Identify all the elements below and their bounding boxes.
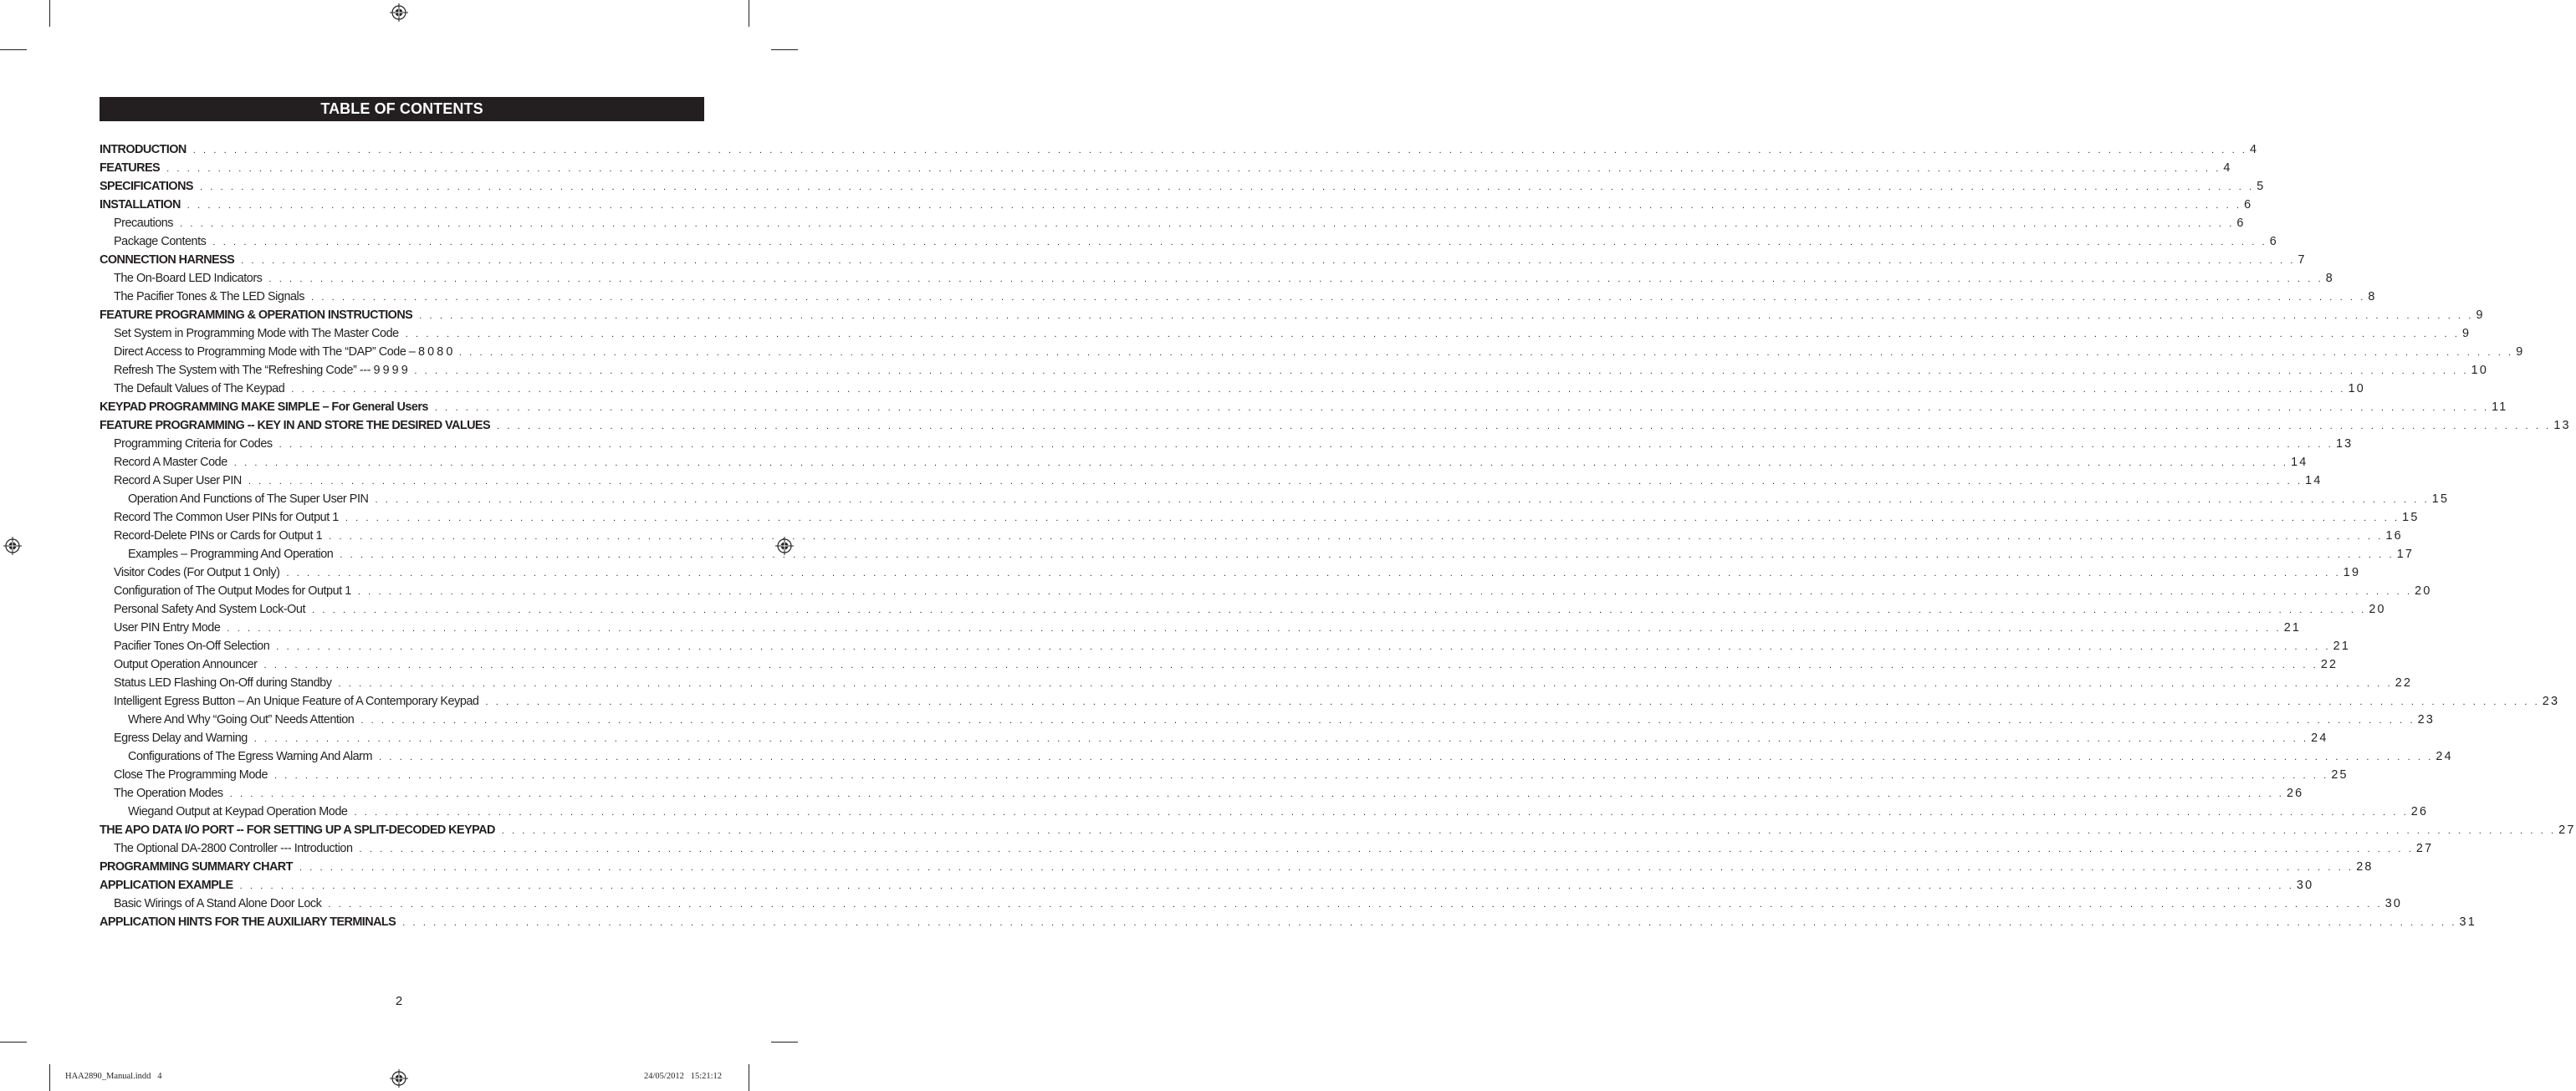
toc-entry — [100, 619, 2302, 637]
toc-entry — [100, 692, 2560, 711]
toc-dot-leader: . . . . . . . . . . . . . . . . . . . . . . . . . . . . . . . . . . . . . . . . . . . . . . . . . . . . . . . . . . . . . . . . . . . . . . . . . . . . . . . . . . . . . . . . . . . . . . . . . . . . . . . . . . . . . . . . . . . . . . . . . . . . . . . . . . . . . . . . . . . . . . . . . . . . . . . . . . . . . . . . . . . . . . . . . . . . . . . . . . . . . . . . . . . . . . . . . . . . . . . . — [227, 624, 2282, 634]
toc-dot-leader: . . . . . . . . . . . . . . . . . . . . . . . . . . . . . . . . . . . . . . . . . . . . . . . . . . . . . . . . . . . . . . . . . . . . . . . . . . . . . . . . . . . . . . . . . . . . . . . . . . . . . . . . . . . . . . . . . . . . . . . . . . . . . . . . . . . . . . . . . . . . . . . . . . . . . . . . . . . . . . . . . . . . . . . . . . . . . . . . . . . . . . . . . . . . . . . . . . . . . . . . — [199, 182, 2255, 192]
toc-entry-title: Output Operation Announcer — [114, 658, 258, 671]
toc-entry-page: 9 — [2516, 345, 2525, 359]
toc-dot-leader: . . . . . . . . . . . . . . . . . . . . . . . . . . . . . . . . . . . . . . . . . . . . . . . . . . . . . . . . . . . . . . . . . . . . . . . . . . . . . . . . . . . . . . . . . . . . . . . . . . . . . . . . . . . . . . . . . . . . . . . . . . . . . . . . . . . . . . . . . . . . . . . . . . . . . . . . . . . . . . . . . . . . . . . . . . . . . . . . . . . . . . . . . . . . . . . . . . . . . . . . — [458, 348, 2514, 358]
toc-entry — [100, 196, 2253, 214]
toc-entry-title: Personal Safety And System Lock-Out — [114, 603, 306, 616]
toc-entry-page: 31 — [2459, 915, 2476, 929]
toc-entry-title: APPLICATION EXAMPLE — [100, 879, 233, 892]
toc-entry-page: 6 — [2236, 217, 2246, 230]
toc-entry — [100, 416, 2571, 435]
toc-entry-page: 16 — [2385, 529, 2403, 543]
toc-entry-page: 22 — [2320, 658, 2338, 671]
toc-dot-leader: . . . . . . . . . . . . . . . . . . . . . . . . . . . . . . . . . . . . . . . . . . . . . . . . . . . . . . . . . . . . . . . . . . . . . . . . . . . . . . . . . . . . . . . . . . . . . . . . . . . . . . . . . . . . . . . . . . . . . . . . . . . . . . . . . . . . . . . . . . . . . . . . . . . . . . . . . . . . . . . . . . . . . . . . . . . . . . . . . . . . . . . . . . . . . . . . . . . . . . . . — [359, 844, 2414, 854]
toc-entry-title: FEATURE PROGRAMMING & OPERATION INSTRUCTIONS — [100, 308, 413, 322]
toc-entry-title: THE APO DATA I/O PORT -- FOR SETTING UP A SPLIT-DECODED KEYPAD — [100, 823, 495, 837]
toc-entry — [100, 306, 2485, 324]
crop-mark — [771, 1042, 798, 1043]
toc-entry — [100, 545, 2415, 563]
toc-dot-leader: . . . . . . . . . . . . . . . . . . . . . . . . . . . . . . . . . . . . . . . . . . . . . . . . . . . . . . . . . . . . . . . . . . . . . . . . . . . . . . . . . . . . . . . . . . . . . . . . . . . . . . . . . . . . . . . . . . . . . . . . . . . . . . . . . . . . . . . . . . . . . . . . . . . . . . . . . . . . . . . . . . . . . . . . . . . . . . . . . . . . . . . . . . . . . . . . . . . . . . . . — [312, 605, 2367, 615]
toc-entry — [100, 508, 2420, 527]
toc-entry-page: 24 — [2435, 750, 2453, 763]
toc-entry-page: 10 — [2471, 364, 2489, 377]
toc-entry-title: The Pacifier Tones & The LED Signals — [114, 290, 305, 303]
toc-dot-leader: . . . . . . . . . . . . . . . . . . . . . . . . . . . . . . . . . . . . . . . . . . . . . . . . . . . . . . . . . . . . . . . . . . . . . . . . . . . . . . . . . . . . . . . . . . . . . . . . . . . . . . . . . . . . . . . . . . . . . . . . . . . . . . . . . . . . . . . . . . . . . . . . . . . . . . . . . . . . . . . . . . . . . . . . . . . . . . . . . . . . . . . . . . . . . . . . . . . . . . . . — [180, 219, 2235, 229]
toc-entry — [100, 214, 2246, 232]
toc-dot-leader: . . . . . . . . . . . . . . . . . . . . . . . . . . . . . . . . . . . . . . . . . . . . . . . . . . . . . . . . . . . . . . . . . . . . . . . . . . . . . . . . . . . . . . . . . . . . . . . . . . . . . . . . . . . . . . . . . . . . . . . . . . . . . . . . . . . . . . . . . . . . . . . . . . . . . . . . . . . . . . . . . . . . . . . . . . . . . . . . . . . . . . . . . . . . . . . . . . . . . . . . — [233, 458, 2289, 468]
toc-entry-title: Basic Wirings of A Stand Alone Door Lock — [114, 897, 322, 910]
toc-entry-title: Programming Criteria for Codes — [114, 437, 273, 451]
toc-entry — [100, 655, 2338, 674]
toc-dot-leader: . . . . . . . . . . . . . . . . . . . . . . . . . . . . . . . . . . . . . . . . . . . . . . . . . . . . . . . . . . . . . . . . . . . . . . . . . . . . . . . . . . . . . . . . . . . . . . . . . . . . . . . . . . . . . . . . . . . . . . . . . . . . . . . . . . . . . . . . . . . . . . . . . . . . . . . . . . . . . . . . . . . . . . . . . . . . . . . . . . . . . . . . . . . . . . . . . . . . . . . . — [345, 513, 2400, 523]
toc-entry-page: 30 — [2296, 879, 2314, 892]
toc-entry — [100, 711, 2435, 729]
toc-entry-title: Record A Master Code — [114, 456, 227, 469]
toc-dot-leader: . . . . . . . . . . . . . . . . . . . . . . . . . . . . . . . . . . . . . . . . . . . . . . . . . . . . . . . . . . . . . . . . . . . . . . . . . . . . . . . . . . . . . . . . . . . . . . . . . . . . . . . . . . . . . . . . . . . . . . . . . . . . . . . . . . . . . . . . . . . . . . . . . . . . . . . . . . . . . . . . . . . . . . . . . . . . . . . . . . . . . . . . . . . . . . . . . . . . . . . . — [375, 495, 2430, 505]
toc-entry — [100, 490, 2450, 508]
toc-entry — [100, 637, 2351, 655]
toc-entry — [100, 600, 2386, 619]
toc-entry-page: 13 — [2335, 437, 2354, 451]
toc-dot-leader: . . . . . . . . . . . . . . . . . . . . . . . . . . . . . . . . . . . . . . . . . . . . . . . . . . . . . . . . . . . . . . . . . . . . . . . . . . . . . . . . . . . . . . . . . . . . . . . . . . . . . . . . . . . . . . . . . . . . . . . . . . . . . . . . . . . . . . . . . . . . . . . . . . . . . . . . . . . . . . . . . . . . . . . . . . . . . . . . . . . . . . . . . . . . . . . . . . . . . . . . — [434, 403, 2490, 413]
toc-entry-page: 4 — [2223, 161, 2232, 175]
toc-entry-page: 20 — [2369, 603, 2386, 616]
toc-entry-page: 15 — [2402, 511, 2420, 524]
toc-entry-page: 28 — [2356, 860, 2374, 874]
toc-dot-leader: . . . . . . . . . . . . . . . . . . . . . . . . . . . . . . . . . . . . . . . . . . . . . . . . . . . . . . . . . . . . . . . . . . . . . . . . . . . . . . . . . . . . . . . . . . . . . . . . . . . . . . . . . . . . . . . . . . . . . . . . . . . . . . . . . . . . . . . . . . . . . . . . . . . . . . . . . . . . . . . . . . . . . . . . . . . . . . . . . . . . . . . . . . . . . . . . . . . . . . . . — [379, 752, 2434, 762]
toc-entry-title: Refresh The System with The “Refreshing Code” --- 9 9 9 9 — [114, 364, 408, 377]
toc-entry-page: 9 — [2462, 327, 2471, 340]
toc-dot-leader: . . . . . . . . . . . . . . . . . . . . . . . . . . . . . . . . . . . . . . . . . . . . . . . . . . . . . . . . . . . . . . . . . . . . . . . . . . . . . . . . . . . . . . . . . . . . . . . . . . . . . . . . . . . . . . . . . . . . . . . . . . . . . . . . . . . . . . . . . . . . . . . . . . . . . . . . . . . . . . . . . . . . . . . . . . . . . . . . . . . . . . . . . . . . . . . . . . . . . . . . — [360, 716, 2415, 726]
toc-entry-title: Status LED Flashing On-Off during Standby — [114, 676, 332, 690]
toc-entry — [100, 913, 2476, 931]
toc-entry-title: INTRODUCTION — [100, 143, 187, 156]
toc-entry-title: Wiegand Output at Keypad Operation Mode — [128, 805, 348, 818]
toc-entry-page: 10 — [2348, 382, 2365, 395]
toc-entry — [100, 177, 2266, 196]
toc-entry-page: 7 — [2297, 253, 2307, 267]
toc-dot-leader: . . . . . . . . . . . . . . . . . . . . . . . . . . . . . . . . . . . . . . . . . . . . . . . . . . . . . . . . . . . . . . . . . . . . . . . . . . . . . . . . . . . . . . . . . . . . . . . . . . . . . . . . . . . . . . . . . . . . . . . . . . . . . . . . . . . . . . . . . . . . . . . . . . . . . . . . . . . . . . . . . . . . . . . . . . . . . . . . . . . . . . . . . . . . . . . . . . . . . . . . — [291, 385, 2346, 395]
toc-entry-title: Configurations of The Egress Warning And Alarm — [128, 750, 373, 763]
toc-entry-page: 19 — [2343, 566, 2361, 579]
toc-dot-leader: . . . . . . . . . . . . . . . . . . . . . . . . . . . . . . . . . . . . . . . . . . . . . . . . . . . . . . . . . . . . . . . . . . . . . . . . . . . . . . . . . . . . . . . . . . . . . . . . . . . . . . . . . . . . . . . . . . . . . . . . . . . . . . . . . . . . . . . . . . . . . . . . . . . . . . . . . . . . . . . . . . . . . . . . . . . . . . . . . . . . . . . . . . . . . . . . . . . . . . . . — [328, 900, 2383, 910]
toc-entry — [100, 729, 2328, 747]
toc-entry — [100, 472, 2323, 490]
toc-entry-page: 9 — [2476, 308, 2485, 322]
toc-entry-title: INSTALLATION — [100, 198, 181, 212]
toc-dot-leader: . . . . . . . . . . . . . . . . . . . . . . . . . . . . . . . . . . . . . . . . . . . . . . . . . . . . . . . . . . . . . . . . . . . . . . . . . . . . . . . . . . . . . . . . . . . . . . . . . . . . . . . . . . . . . . . . . . . . . . . . . . . . . . . . . . . . . . . . . . . . . . . . . . . . . . . . . . . . . . . . . . . . . . . . . . . . . . . . . . . . . . . . . . . . . . . . . . . . . . . . — [274, 771, 2329, 781]
toc-dot-leader: . . . . . . . . . . . . . . . . . . . . . . . . . . . . . . . . . . . . . . . . . . . . . . . . . . . . . . . . . . . . . . . . . . . . . . . . . . . . . . . . . . . . . . . . . . . . . . . . . . . . . . . . . . . . . . . . . . . . . . . . . . . . . . . . . . . . . . . . . . . . . . . . . . . . . . . . . . . . . . . . . . . . . . . . . . . . . . . . . . . . . . . . . . . . . . . . . . . . . . . . — [402, 918, 2457, 928]
toc-entry-page: 27 — [2558, 823, 2576, 837]
toc-entry-page: 26 — [2286, 787, 2304, 800]
toc-dot-leader: . . . . . . . . . . . . . . . . . . . . . . . . . . . . . . . . . . . . . . . . . . . . . . . . . . . . . . . . . . . . . . . . . . . . . . . . . . . . . . . . . . . . . . . . . . . . . . . . . . . . . . . . . . . . . . . . . . . . . . . . . . . . . . . . . . . . . . . . . . . . . . . . . . . . . . . . . . . . . . . . . . . . . . . . . . . . . . . . . . . . . . . . . . . . . . . . . . . . . . . . — [357, 587, 2413, 597]
toc-entry — [100, 380, 2365, 398]
toc-dot-leader: . . . . . . . . . . . . . . . . . . . . . . . . . . . . . . . . . . . . . . . . . . . . . . . . . . . . . . . . . . . . . . . . . . . . . . . . . . . . . . . . . . . . . . . . . . . . . . . . . . . . . . . . . . . . . . . . . . . . . . . . . . . . . . . . . . . . . . . . . . . . . . . . . . . . . . . . . . . . . . . . . . . . . . . . . . . . . . . . . . . . . . . . . . . . . . . . . . . . . . . . — [405, 329, 2461, 339]
registration-target-icon — [3, 537, 22, 555]
toc-entry-title: Examples – Programming And Operation — [128, 548, 334, 561]
toc-entry-title: Record-Delete PINs or Cards for Output 1 — [114, 529, 323, 543]
table-of-contents — [100, 140, 2576, 931]
toc-entry-page: 11 — [2492, 400, 2508, 414]
toc-entry-title: Pacifier Tones On-Off Selection — [114, 640, 270, 653]
toc-entry-title: Egress Delay and Warning — [114, 732, 248, 745]
toc-dot-leader: . . . . . . . . . . . . . . . . . . . . . . . . . . . . . . . . . . . . . . . . . . . . . . . . . . . . . . . . . . . . . . . . . . . . . . . . . . . . . . . . . . . . . . . . . . . . . . . . . . . . . . . . . . . . . . . . . . . . . . . . . . . . . . . . . . . . . . . . . . . . . . . . . . . . . . . . . . . . . . . . . . . . . . . . . . . . . . . . . . . . . . . . . . . . . . . . . . . . . . . . — [229, 789, 2284, 799]
toc-entry — [100, 269, 2334, 288]
toc-dot-leader: . . . . . . . . . . . . . . . . . . . . . . . . . . . . . . . . . . . . . . . . . . . . . . . . . . . . . . . . . . . . . . . . . . . . . . . . . . . . . . . . . . . . . . . . . . . . . . . . . . . . . . . . . . . . . . . . . . . . . . . . . . . . . . . . . . . . . . . . . . . . . . . . . . . . . . . . . . . . . . . . . . . . . . . . . . . . . . . . . . . . . . . . . . . . . . . . . . . . . . . . — [501, 826, 2557, 836]
toc-entry-title: Operation And Functions of The Super User PIN — [128, 492, 369, 506]
crop-mark — [49, 1064, 50, 1091]
toc-entry — [100, 895, 2403, 913]
toc-dot-leader: . . . . . . . . . . . . . . . . . . . . . . . . . . . . . . . . . . . . . . . . . . . . . . . . . . . . . . . . . . . . . . . . . . . . . . . . . . . . . . . . . . . . . . . . . . . . . . . . . . . . . . . . . . . . . . . . . . . . . . . . . . . . . . . . . . . . . . . . . . . . . . . . . . . . . . . . . . . . . . . . . . . . . . . . . . . . . . . . . . . . . . . . . . . . . . . . . . . . . . . . — [166, 164, 2221, 174]
toc-entry-title: Direct Access to Programming Mode with The “DAP” Code – 8 0 8 0 — [114, 345, 452, 359]
toc-entry-title: The Default Values of The Keypad — [114, 382, 285, 395]
toc-entry — [100, 876, 2314, 895]
toc-entry-title: Close The Programming Mode — [114, 768, 268, 782]
toc-entry-title: Intelligent Egress Button – An Unique Feature of A Contemporary Keypad — [114, 695, 479, 708]
toc-entry — [100, 140, 2259, 159]
crop-mark — [0, 49, 27, 50]
toc-entry — [100, 232, 2278, 251]
toc-dot-leader: . . . . . . . . . . . . . . . . . . . . . . . . . . . . . . . . . . . . . . . . . . . . . . . . . . . . . . . . . . . . . . . . . . . . . . . . . . . . . . . . . . . . . . . . . . . . . . . . . . . . . . . . . . . . . . . . . . . . . . . . . . . . . . . . . . . . . . . . . . . . . . . . . . . . . . . . . . . . . . . . . . . . . . . . . . . . . . . . . . . . . . . . . . . . . . . . . . . . . . . . — [329, 532, 2384, 542]
toc-entry-page: 6 — [2244, 198, 2253, 212]
toc-entry-page: 23 — [2542, 695, 2560, 708]
toc-entry — [100, 582, 2432, 600]
toc-entry — [100, 361, 2489, 380]
toc-entry — [100, 563, 2361, 582]
toc-entry — [100, 453, 2308, 472]
toc-entry-title: Package Contents — [114, 235, 207, 248]
crop-mark — [771, 49, 798, 50]
toc-entry-title: PROGRAMMING SUMMARY CHART — [100, 860, 293, 874]
toc-entry — [100, 839, 2434, 858]
toc-entry-page: 21 — [2333, 640, 2351, 653]
toc-entry-page: 27 — [2415, 842, 2434, 855]
toc-entry-page: 23 — [2417, 713, 2435, 726]
toc-entry-page: 15 — [2431, 492, 2450, 506]
toc-entry-page: 24 — [2311, 732, 2328, 745]
crop-mark — [0, 1042, 27, 1043]
footer-timestamp: 24/05/2012 15:21:12 — [644, 1072, 723, 1081]
toc-entry-page: 26 — [2410, 805, 2429, 818]
toc-dot-leader: . . . . . . . . . . . . . . . . . . . . . . . . . . . . . . . . . . . . . . . . . . . . . . . . . . . . . . . . . . . . . . . . . . . . . . . . . . . . . . . . . . . . . . . . . . . . . . . . . . . . . . . . . . . . . . . . . . . . . . . . . . . . . . . . . . . . . . . . . . . . . . . . . . . . . . . . . . . . . . . . . . . . . . . . . . . . . . . . . . . . . . . . . . . . . . . . . . . . . . . . — [497, 421, 2552, 431]
toc-entry — [100, 251, 2307, 269]
toc-entry-page: 21 — [2283, 621, 2302, 635]
toc-entry-title: The Operation Modes — [114, 787, 223, 800]
toc-entry-title: Record A Super User PIN — [114, 474, 242, 487]
toc-entry-page: 20 — [2415, 584, 2432, 598]
registration-target-icon — [390, 1069, 408, 1088]
toc-dot-leader: . . . . . . . . . . . . . . . . . . . . . . . . . . . . . . . . . . . . . . . . . . . . . . . . . . . . . . . . . . . . . . . . . . . . . . . . . . . . . . . . . . . . . . . . . . . . . . . . . . . . . . . . . . . . . . . . . . . . . . . . . . . . . . . . . . . . . . . . . . . . . . . . . . . . . . . . . . . . . . . . . . . . . . . . . . . . . . . . . . . . . . . . . . . . . . . . . . . . . . . . — [239, 881, 2294, 891]
toc-entry-title: The Optional DA-2800 Controller --- Introduction — [114, 842, 353, 855]
toc-entry — [100, 398, 2508, 416]
toc-dot-leader: . . . . . . . . . . . . . . . . . . . . . . . . . . . . . . . . . . . . . . . . . . . . . . . . . . . . . . . . . . . . . . . . . . . . . . . . . . . . . . . . . . . . . . . . . . . . . . . . . . . . . . . . . . . . . . . . . . . . . . . . . . . . . . . . . . . . . . . . . . . . . . . . . . . . . . . . . . . . . . . . . . . . . . . . . . . . . . . . . . . . . . . . . . . . . . . . . . . . . . . . — [338, 679, 2393, 689]
toc-dot-leader: . . . . . . . . . . . . . . . . . . . . . . . . . . . . . . . . . . . . . . . . . . . . . . . . . . . . . . . . . . . . . . . . . . . . . . . . . . . . . . . . . . . . . . . . . . . . . . . . . . . . . . . . . . . . . . . . . . . . . . . . . . . . . . . . . . . . . . . . . . . . . . . . . . . . . . . . . . . . . . . . . . . . . . . . . . . . . . . . . . . . . . . . . . . . . . . . . . . . . . . . — [241, 256, 2296, 266]
toc-entry-page: 8 — [2368, 290, 2377, 303]
toc-entry-title: KEYPAD PROGRAMMING MAKE SIMPLE – For General Users — [100, 400, 428, 414]
toc-entry-page: 13 — [2553, 419, 2571, 432]
footer-file-name: HAA2890_Manual.indd 4 — [65, 1072, 162, 1081]
toc-entry-title: The On-Board LED Indicators — [114, 272, 263, 285]
toc-entry — [100, 821, 2576, 839]
toc-dot-leader: . . . . . . . . . . . . . . . . . . . . . . . . . . . . . . . . . . . . . . . . . . . . . . . . . . . . . . . . . . . . . . . . . . . . . . . . . . . . . . . . . . . . . . . . . . . . . . . . . . . . . . . . . . . . . . . . . . . . . . . . . . . . . . . . . . . . . . . . . . . . . . . . . . . . . . . . . . . . . . . . . . . . . . . . . . . . . . . . . . . . . . . . . . . . . . . . . . . . . . . . — [311, 293, 2366, 303]
toc-entry — [100, 527, 2403, 545]
toc-dot-leader: . . . . . . . . . . . . . . . . . . . . . . . . . . . . . . . . . . . . . . . . . . . . . . . . . . . . . . . . . . . . . . . . . . . . . . . . . . . . . . . . . . . . . . . . . . . . . . . . . . . . . . . . . . . . . . . . . . . . . . . . . . . . . . . . . . . . . . . . . . . . . . . . . . . . . . . . . . . . . . . . . . . . . . . . . . . . . . . . . . . . . . . . . . . . . . . . . . . . . . . . — [253, 734, 2309, 744]
page-number: 2 — [395, 994, 403, 1008]
toc-entry-page: 30 — [2384, 897, 2403, 910]
toc-entry-page: 5 — [2257, 180, 2266, 193]
toc-entry — [100, 674, 2413, 692]
toc-dot-leader: . . . . . . . . . . . . . . . . . . . . . . . . . . . . . . . . . . . . . . . . . . . . . . . . . . . . . . . . . . . . . . . . . . . . . . . . . . . . . . . . . . . . . . . . . . . . . . . . . . . . . . . . . . . . . . . . . . . . . . . . . . . . . . . . . . . . . . . . . . . . . . . . . . . . . . . . . . . . . . . . . . . . . . . . . . . . . . . . . . . . . . . . . . . . . . . . . . . . . . . . — [419, 311, 2474, 321]
toc-entry — [100, 784, 2304, 803]
toc-dot-leader: . . . . . . . . . . . . . . . . . . . . . . . . . . . . . . . . . . . . . . . . . . . . . . . . . . . . . . . . . . . . . . . . . . . . . . . . . . . . . . . . . . . . . . . . . . . . . . . . . . . . . . . . . . . . . . . . . . . . . . . . . . . . . . . . . . . . . . . . . . . . . . . . . . . . . . . . . . . . . . . . . . . . . . . . . . . . . . . . . . . . . . . . . . . . . . . . . . . . . . . . — [414, 366, 2469, 376]
toc-entry-title: User PIN Entry Mode — [114, 621, 221, 635]
toc-entry-title: Configuration of The Output Modes for Output 1 — [114, 584, 351, 598]
toc-entry-page: 22 — [2395, 676, 2413, 690]
toc-entry-title: Precautions — [114, 217, 174, 230]
toc-dot-leader: . . . . . . . . . . . . . . . . . . . . . . . . . . . . . . . . . . . . . . . . . . . . . . . . . . . . . . . . . . . . . . . . . . . . . . . . . . . . . . . . . . . . . . . . . . . . . . . . . . . . . . . . . . . . . . . . . . . . . . . . . . . . . . . . . . . . . . . . . . . . . . . . . . . . . . . . . . . . . . . . . . . . . . . . . . . . . . . . . . . . . . . . . . . . . . . . . . . . . . . . — [485, 697, 2540, 707]
toc-entry — [100, 803, 2429, 821]
page-title: TABLE OF CONTENTS — [100, 97, 704, 121]
toc-dot-leader: . . . . . . . . . . . . . . . . . . . . . . . . . . . . . . . . . . . . . . . . . . . . . . . . . . . . . . . . . . . . . . . . . . . . . . . . . . . . . . . . . . . . . . . . . . . . . . . . . . . . . . . . . . . . . . . . . . . . . . . . . . . . . . . . . . . . . . . . . . . . . . . . . . . . . . . . . . . . . . . . . . . . . . . . . . . . . . . . . . . . . . . . . . . . . . . . . . . . . . . . — [276, 642, 2331, 652]
toc-entry-page: 14 — [2291, 456, 2308, 469]
toc-entry-title: Visitor Codes (For Output 1 Only) — [114, 566, 280, 579]
toc-entry-page: 14 — [2305, 474, 2323, 487]
toc-dot-leader: . . . . . . . . . . . . . . . . . . . . . . . . . . . . . . . . . . . . . . . . . . . . . . . . . . . . . . . . . . . . . . . . . . . . . . . . . . . . . . . . . . . . . . . . . . . . . . . . . . . . . . . . . . . . . . . . . . . . . . . . . . . . . . . . . . . . . . . . . . . . . . . . . . . . . . . . . . . . . . . . . . . . . . . . . . . . . . . . . . . . . . . . . . . . . . . . . . . . . . . . — [212, 237, 2267, 247]
toc-entry — [100, 343, 2525, 361]
toc-entry-page: 25 — [2331, 768, 2349, 782]
toc-entry — [100, 159, 2232, 177]
toc-entry-title: Set System in Programming Mode with The Master Code — [114, 327, 399, 340]
toc-dot-leader: . . . . . . . . . . . . . . . . . . . . . . . . . . . . . . . . . . . . . . . . . . . . . . . . . . . . . . . . . . . . . . . . . . . . . . . . . . . . . . . . . . . . . . . . . . . . . . . . . . . . . . . . . . . . . . . . . . . . . . . . . . . . . . . . . . . . . . . . . . . . . . . . . . . . . . . . . . . . . . . . . . . . . . . . . . . . . . . . . . . . . . . . . . . . . . . . . . . . . . . . — [187, 201, 2242, 211]
toc-dot-leader: . . . . . . . . . . . . . . . . . . . . . . . . . . . . . . . . . . . . . . . . . . . . . . . . . . . . . . . . . . . . . . . . . . . . . . . . . . . . . . . . . . . . . . . . . . . . . . . . . . . . . . . . . . . . . . . . . . . . . . . . . . . . . . . . . . . . . . . . . . . . . . . . . . . . . . . . . . . . . . . . . . . . . . . . . . . . . . . . . . . . . . . . . . . . . . . . . . . . . . . . — [192, 145, 2248, 155]
toc-dot-leader: . . . . . . . . . . . . . . . . . . . . . . . . . . . . . . . . . . . . . . . . . . . . . . . . . . . . . . . . . . . . . . . . . . . . . . . . . . . . . . . . . . . . . . . . . . . . . . . . . . . . . . . . . . . . . . . . . . . . . . . . . . . . . . . . . . . . . . . . . . . . . . . . . . . . . . . . . . . . . . . . . . . . . . . . . . . . . . . . . . . . . . . . . . . . . . . . . . . . . . . . — [248, 477, 2303, 487]
toc-entry-title: FEATURE PROGRAMMING -- KEY IN AND STORE THE DESIRED VALUES — [100, 419, 491, 432]
toc-dot-leader: . . . . . . . . . . . . . . . . . . . . . . . . . . . . . . . . . . . . . . . . . . . . . . . . . . . . . . . . . . . . . . . . . . . . . . . . . . . . . . . . . . . . . . . . . . . . . . . . . . . . . . . . . . . . . . . . . . . . . . . . . . . . . . . . . . . . . . . . . . . . . . . . . . . . . . . . . . . . . . . . . . . . . . . . . . . . . . . . . . . . . . . . . . . . . . . . . . . . . . . . — [354, 808, 2409, 818]
toc-dot-leader: . . . . . . . . . . . . . . . . . . . . . . . . . . . . . . . . . . . . . . . . . . . . . . . . . . . . . . . . . . . . . . . . . . . . . . . . . . . . . . . . . . . . . . . . . . . . . . . . . . . . . . . . . . . . . . . . . . . . . . . . . . . . . . . . . . . . . . . . . . . . . . . . . . . . . . . . . . . . . . . . . . . . . . . . . . . . . . . . . . . . . . . . . . . . . . . . . . . . . . . . — [340, 550, 2395, 560]
toc-entry — [100, 435, 2354, 453]
toc-dot-leader: . . . . . . . . . . . . . . . . . . . . . . . . . . . . . . . . . . . . . . . . . . . . . . . . . . . . . . . . . . . . . . . . . . . . . . . . . . . . . . . . . . . . . . . . . . . . . . . . . . . . . . . . . . . . . . . . . . . . . . . . . . . . . . . . . . . . . . . . . . . . . . . . . . . . . . . . . . . . . . . . . . . . . . . . . . . . . . . . . . . . . . . . . . . . . . . . . . . . . . . . — [279, 440, 2333, 450]
crop-mark — [49, 0, 50, 27]
registration-target-icon — [390, 3, 408, 22]
toc-dot-leader: . . . . . . . . . . . . . . . . . . . . . . . . . . . . . . . . . . . . . . . . . . . . . . . . . . . . . . . . . . . . . . . . . . . . . . . . . . . . . . . . . . . . . . . . . . . . . . . . . . . . . . . . . . . . . . . . . . . . . . . . . . . . . . . . . . . . . . . . . . . . . . . . . . . . . . . . . . . . . . . . . . . . . . . . . . . . . . . . . . . . . . . . . . . . . . . . . . . . . . . . — [299, 863, 2354, 873]
toc-entry — [100, 858, 2374, 876]
toc-dot-leader: . . . . . . . . . . . . . . . . . . . . . . . . . . . . . . . . . . . . . . . . . . . . . . . . . . . . . . . . . . . . . . . . . . . . . . . . . . . . . . . . . . . . . . . . . . . . . . . . . . . . . . . . . . . . . . . . . . . . . . . . . . . . . . . . . . . . . . . . . . . . . . . . . . . . . . . . . . . . . . . . . . . . . . . . . . . . . . . . . . . . . . . . . . . . . . . . . . . . . . . . — [268, 274, 2323, 284]
toc-entry-page: 6 — [2269, 235, 2278, 248]
toc-dot-leader: . . . . . . . . . . . . . . . . . . . . . . . . . . . . . . . . . . . . . . . . . . . . . . . . . . . . . . . . . . . . . . . . . . . . . . . . . . . . . . . . . . . . . . . . . . . . . . . . . . . . . . . . . . . . . . . . . . . . . . . . . . . . . . . . . . . . . . . . . . . . . . . . . . . . . . . . . . . . . . . . . . . . . . . . . . . . . . . . . . . . . . . . . . . . . . . . . . . . . . . . — [286, 568, 2341, 579]
toc-entry-page: 17 — [2396, 548, 2415, 561]
toc-entry-title: Where And Why “Going Out” Needs Attention — [128, 713, 355, 726]
toc-entry-page: 8 — [2325, 272, 2334, 285]
toc-entry — [100, 766, 2349, 784]
toc-entry-page: 4 — [2250, 143, 2259, 156]
toc-entry — [100, 288, 2377, 306]
toc-entry — [100, 324, 2471, 343]
toc-entry-title: Record The Common User PINs for Output 1 — [114, 511, 339, 524]
toc-entry-title: SPECIFICATIONS — [100, 180, 193, 193]
toc-entry-title: FEATURES — [100, 161, 161, 175]
toc-entry — [100, 747, 2453, 766]
toc-entry-title: APPLICATION HINTS FOR THE AUXILIARY TERMINALS — [100, 915, 396, 929]
toc-dot-leader: . . . . . . . . . . . . . . . . . . . . . . . . . . . . . . . . . . . . . . . . . . . . . . . . . . . . . . . . . . . . . . . . . . . . . . . . . . . . . . . . . . . . . . . . . . . . . . . . . . . . . . . . . . . . . . . . . . . . . . . . . . . . . . . . . . . . . . . . . . . . . . . . . . . . . . . . . . . . . . . . . . . . . . . . . . . . . . . . . . . . . . . . . . . . . . . . . . . . . . . . — [263, 660, 2318, 670]
toc-entry-title: CONNECTION HARNESS — [100, 253, 235, 267]
